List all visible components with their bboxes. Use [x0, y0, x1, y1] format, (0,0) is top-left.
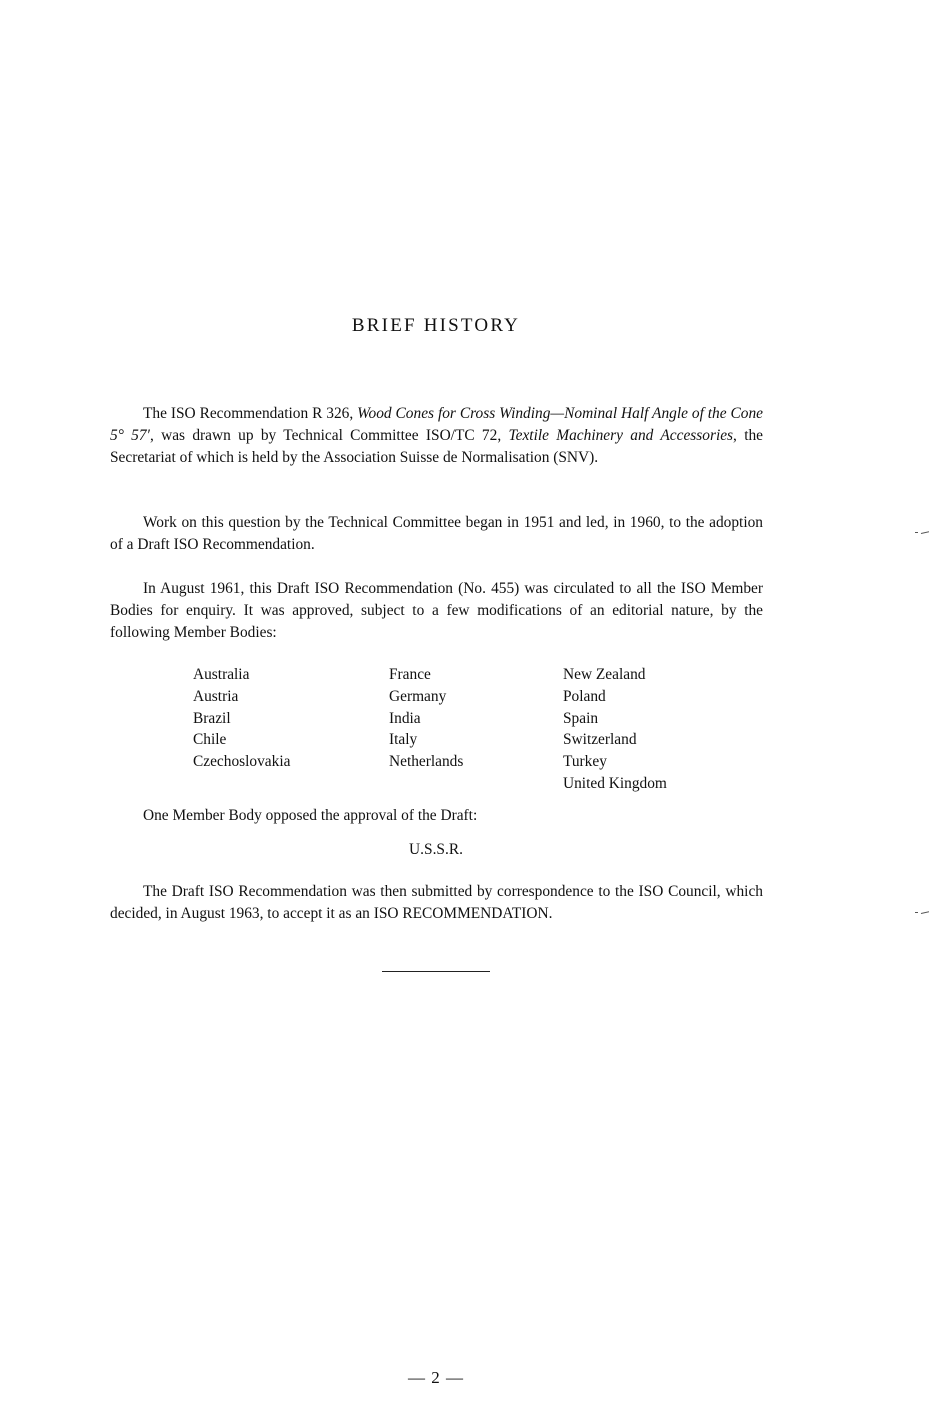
- history-paragraph-work: Work on this question by the Technical Committee began in 1951 and led, in 1960, to the adoption of a Draft ISO Recommendation.: [110, 514, 763, 553]
- page-number: — 2 —: [408, 1368, 464, 1387]
- member-country: Austria: [193, 687, 239, 705]
- members-column-3: [563, 664, 667, 795]
- member-country: Switzerland: [563, 731, 637, 749]
- members-column-2: [389, 664, 463, 773]
- member-country: Germany: [389, 687, 447, 705]
- history-paragraph-enquiry: In August 1961, this Draft ISO Recommendation (No. 455) was circulated to all the ISO Member Bodies for enquiry. It was approved, subject to a few modifications of an editorial nature, by the following Member Bodies:: [110, 580, 763, 641]
- member-country: Chile: [193, 731, 227, 749]
- member-country: Spain: [563, 709, 599, 727]
- member-country: India: [389, 709, 421, 727]
- member-country: Poland: [563, 687, 606, 705]
- history-paragraph-origin: [110, 403, 763, 468]
- paragraph-text: , the Secretariat of which is held by the Association Suisse de Normalisation (SNV).: [110, 426, 764, 466]
- history-paragraph-acceptance: The Draft ISO Recommendation was then submitted by correspondence to the ISO Council, which decided, in August 1963, to accept it as an ISO RECOMMENDATION.: [110, 883, 763, 922]
- member-country: Czechoslovakia: [193, 753, 291, 771]
- paragraph-text: , was drawn up by Technical Committee ISO/TC 72,: [149, 426, 509, 444]
- section-divider: [382, 971, 490, 972]
- member-country: United Kingdom: [563, 774, 667, 792]
- member-country: Netherlands: [389, 753, 464, 771]
- members-column-1: [193, 664, 290, 773]
- member-country: New Zealand: [563, 666, 646, 683]
- paragraph-text: The ISO Recommendation R 326,: [143, 405, 358, 422]
- member-country: Italy: [389, 731, 418, 749]
- margin-mark: [915, 531, 929, 535]
- page-title: BRIEF HISTORY: [351, 315, 521, 336]
- margin-mark: [915, 911, 929, 915]
- member-country: Australia: [193, 666, 250, 683]
- member-country: Brazil: [193, 709, 231, 727]
- member-country: Turkey: [563, 753, 607, 771]
- committee-name: Textile Machinery and Accessories: [508, 426, 734, 444]
- opposition-intro: One Member Body opposed the approval of the Draft:: [143, 807, 478, 824]
- opposing-member: U.S.S.R.: [409, 841, 463, 858]
- recommendation-title: Wood Cones for Cross Winding—Nominal Half Angle of the Cone 5° 57′: [110, 405, 763, 444]
- member-country: France: [389, 666, 431, 683]
